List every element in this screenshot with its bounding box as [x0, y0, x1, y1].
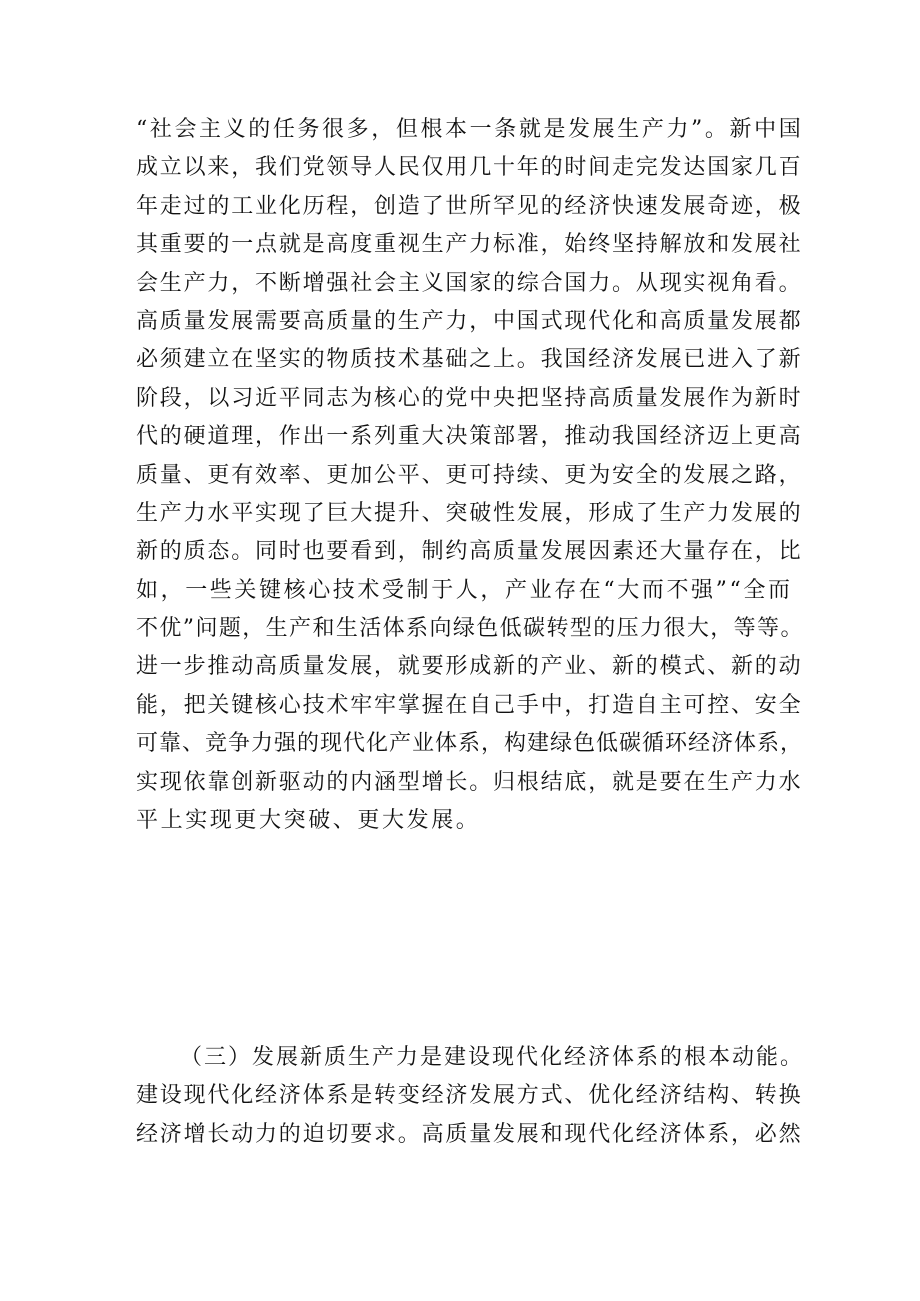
section-paragraph — [136, 1039, 805, 1154]
text-line: 能，把关键核心技术牢牢掌握在自己手中，打造自主可控、安全 — [136, 692, 803, 718]
text-line: 平上实现更大突破、更大发展。 — [136, 808, 481, 834]
text-line: 进一步推动高质量发展，就要形成新的产业、新的模式、新的动 — [136, 654, 803, 680]
text-line: 生产力水平实现了巨大提升、突破性发展，形成了生产力发展的 — [136, 500, 803, 526]
text-line: 经济增长动力的迫切要求。高质量发展和现代化经济体系，必然 — [136, 1121, 803, 1147]
text-line: 高质量发展需要高质量的生产力，中国式现代化和高质量发展都 — [136, 308, 803, 334]
text-line: 必须建立在坚实的物质技术基础之上。我国经济发展已进入了新 — [136, 347, 803, 373]
text-line: 可靠、竞争力强的现代化产业体系，构建绿色低碳循环经济体系， — [136, 731, 804, 757]
text-line: 质量、更有效率、更加公平、更可持续、更为安全的发展之路， — [136, 462, 803, 488]
text-line: 阶段，以习近平同志为核心的党中央把坚持高质量发展作为新时 — [136, 385, 803, 411]
text-line: 其重要的一点就是高度重视生产力标准，始终坚持解放和发展社 — [136, 232, 803, 258]
body-paragraph — [136, 111, 804, 840]
text-line: 如，一些关键核心技术受制于人，产业存在“大而不强”“全而 — [136, 577, 793, 603]
text-line: 年走过的工业化历程，创造了世所罕见的经济快速发展奇迹，极 — [136, 193, 803, 219]
text-line: 实现依靠创新驱动的内涵型增长。归根结底，就是要在生产力水 — [136, 769, 803, 795]
text-line: 新的质态。同时也要看到，制约高质量发展因素还大量存在，比 — [136, 539, 803, 565]
text-line: 代的硬道理，作出一系列重大决策部署，推动我国经济迈上更高 — [136, 424, 803, 450]
text-line: 会生产力，不断增强社会主义国家的综合国力。从现实视角看。 — [136, 270, 803, 296]
text-line: 建设现代化经济体系是转变经济发展方式、优化经济结构、转换 — [136, 1083, 803, 1109]
text-line: 成立以来，我们党领导人民仅用几十年的时间走完发达国家几百 — [136, 155, 803, 181]
text-line: 不优”问题，生产和生活体系向绿色低碳转型的压力很大，等等。 — [136, 616, 804, 642]
section-heading-line: （三）发展新质生产力是建设现代化经济体系的根本动能。 — [180, 1045, 805, 1070]
text-line: “社会主义的任务很多，但根本一条就是发展生产力”。新中国 — [136, 117, 804, 142]
